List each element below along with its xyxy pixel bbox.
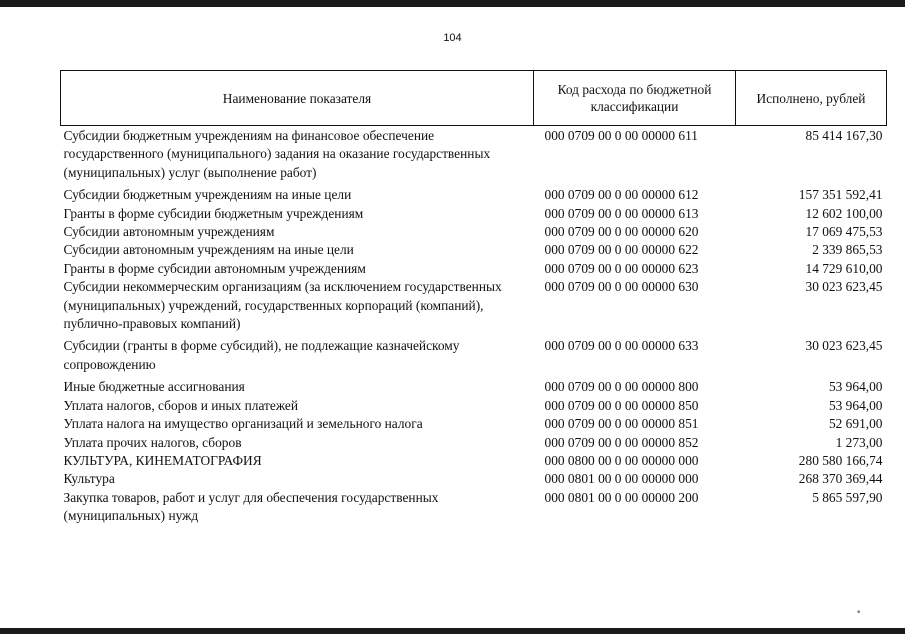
- scan-bottom-border: [0, 628, 905, 634]
- row-amount-cell: 85 414 167,30: [805, 128, 883, 143]
- page-number: 104: [443, 32, 462, 44]
- row-name-cell: Субсидии автономным учреждениям на иные цели: [63, 242, 354, 258]
- table-header-row: [61, 71, 887, 126]
- row-code-cell: 000 0709 00 0 00 00000 623: [544, 260, 699, 276]
- row-amount-cell: 280 580 166,74: [798, 452, 883, 468]
- table-row: [61, 126, 887, 183]
- row-amount-cell: 12 602 100,00: [805, 205, 883, 221]
- table-row: [61, 223, 887, 241]
- column-header-amount: Исполнено, рублей: [736, 71, 887, 126]
- table-row: [61, 278, 887, 333]
- row-name-cell: Субсидии некоммерческим организациям (за исключением государственных (муниципальных) учреждений, государственных корпораций (компаний), публично-правовых компаний): [63, 279, 502, 332]
- row-name-cell: КУЛЬТУРА, КИНЕМАТОГРАФИЯ: [63, 452, 262, 468]
- table-row: [61, 333, 887, 374]
- column-header-name: Наименование показателя: [61, 71, 534, 126]
- row-name-cell: Субсидии бюджетным учреждениям на иные цели: [63, 187, 352, 203]
- row-amount-cell: 53 964,00: [828, 397, 883, 413]
- row-code-cell: 000 0709 00 0 00 00000 613: [544, 205, 699, 221]
- scan-mark: •: [856, 608, 862, 618]
- table-row: [61, 397, 887, 415]
- row-amount-cell: 157 351 592,41: [798, 187, 883, 203]
- table-row: [61, 241, 887, 259]
- table-body: [61, 126, 887, 526]
- row-name-cell: Закупка товаров, работ и услуг для обеспечения государственных (муниципальных) нужд: [63, 489, 439, 524]
- row-amount-cell: 5 865 597,90: [812, 489, 883, 505]
- row-amount-cell: 17 069 475,53: [805, 224, 883, 240]
- row-name-cell: Уплата налогов, сборов и иных платежей: [63, 397, 299, 413]
- row-code-cell: 000 0709 00 0 00 00000 630: [544, 279, 699, 295]
- row-code-cell: 000 0709 00 0 00 00000 633: [544, 338, 699, 354]
- row-name-cell: Гранты в форме субсидии автономным учреждениям: [63, 260, 366, 276]
- row-code-cell: 000 0709 00 0 00 00000 612: [544, 187, 699, 203]
- row-code-cell: 000 0709 00 0 00 00000 851: [544, 416, 699, 432]
- table-row: [61, 374, 887, 396]
- row-code-cell: 000 0709 00 0 00 00000 800: [544, 379, 699, 395]
- row-amount-cell: 268 370 369,44: [798, 471, 883, 487]
- row-code-cell: 000 0709 00 0 00 00000 611: [544, 128, 698, 143]
- table-row: [61, 452, 887, 470]
- scan-top-border: [0, 0, 905, 7]
- row-amount-cell: 30 023 623,45: [805, 279, 883, 295]
- row-amount-cell: 30 023 623,45: [805, 338, 883, 354]
- row-name-cell: Иные бюджетные ассигнования: [63, 379, 245, 395]
- row-amount-cell: 53 964,00: [828, 379, 883, 395]
- row-code-cell: 000 0801 00 0 00 00000 200: [544, 489, 699, 505]
- row-name-cell: Гранты в форме субсидии бюджетным учреждениям: [63, 205, 364, 221]
- table-row: [61, 260, 887, 278]
- table-row: [61, 205, 887, 223]
- row-code-cell: 000 0709 00 0 00 00000 852: [544, 434, 699, 450]
- table-row: [61, 489, 887, 526]
- table-header: [61, 71, 887, 126]
- row-name-cell: Субсидии (гранты в форме субсидий), не подлежащие казначейскому сопровождению: [63, 338, 460, 372]
- row-code-cell: 000 0800 00 0 00 00000 000: [544, 452, 699, 468]
- row-amount-cell: 1 273,00: [835, 434, 883, 450]
- column-header-code: Код расхода по бюджетной классификации: [534, 71, 736, 126]
- table-row: [61, 182, 887, 204]
- table-row: [61, 415, 887, 433]
- budget-execution-table: [60, 70, 887, 526]
- table-row: [61, 434, 887, 452]
- row-amount-cell: 14 729 610,00: [805, 260, 883, 276]
- row-code-cell: 000 0709 00 0 00 00000 622: [544, 242, 699, 258]
- row-code-cell: 000 0801 00 0 00 00000 000: [544, 471, 699, 487]
- row-name-cell: Субсидии бюджетным учреждениям на финансовое обеспечение государственного (муниципального) задания на оказание государственных (муниципальных) услуг (выполнение работ): [63, 128, 491, 180]
- row-code-cell: 000 0709 00 0 00 00000 620: [544, 224, 699, 240]
- row-code-cell: 000 0709 00 0 00 00000 850: [544, 397, 699, 413]
- row-amount-cell: 52 691,00: [828, 416, 883, 432]
- row-amount-cell: 2 339 865,53: [812, 242, 883, 258]
- table-row: [61, 470, 887, 488]
- row-name-cell: Культура: [63, 471, 115, 487]
- row-name-cell: Субсидии автономным учреждениям: [63, 224, 275, 240]
- row-name-cell: Уплата налога на имущество организаций и земельного налога: [63, 416, 423, 432]
- row-name-cell: Уплата прочих налогов, сборов: [63, 434, 242, 450]
